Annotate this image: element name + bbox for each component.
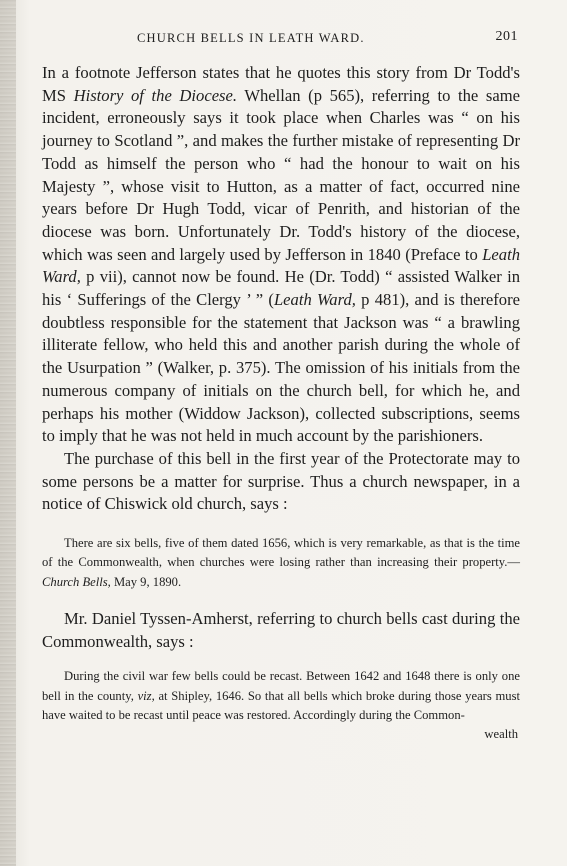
italic-title: Leath Ward,	[42, 244, 520, 287]
italic-citation: Church Bells,	[42, 574, 111, 589]
text-run: Whellan (p 565), referring to the same incident, erroneously says it took place when Charles was “ on his journey to Scotland ”, and makes the further mistake of representing Dr Todd as himself the person who “ had the honour to wait on his Majesty ”, whose visit to Hutton, as a matter of fact, occurred nine years before Dr Hugh Todd, vicar of Penrith, and historian of the diocese was born. Unfortunately Dr. Todd's history of the diocese, which was seen and largely used by Jefferson in 1840 (Preface to	[42, 85, 520, 264]
italic-abbrev: viz,	[137, 688, 155, 703]
paragraph-tyssen-amherst: Mr. Daniel Tyssen-Amherst, referring to church bells cast during the Commonwealth, says :	[42, 608, 520, 651]
quotation-civil-war	[42, 667, 520, 725]
text-run: at Shipley, 1646. So that all bells which broke during those years must have waited to be recast until peace was restored. Accordingly during the Common-	[42, 688, 520, 722]
paragraph-footnote-discussion	[42, 62, 520, 448]
page-body	[42, 62, 520, 743]
italic-title: History of the Diocese.	[73, 85, 238, 105]
page-gutter	[0, 0, 16, 866]
text-run: During the civil war few bells could be recast. Between 1642 and 1648 there is only one bell in the county,	[42, 669, 520, 703]
text-run: p vii), cannot now be found. He (Dr. Todd) “ assisted Walker in his ‘ Sufferings of the Clergy ’ ” (	[42, 267, 520, 310]
page-number: 201	[495, 29, 518, 44]
text-run: In a footnote Jefferson states that he quotes this story from Dr Todd's MS	[42, 63, 520, 105]
text-run: p 481), and is therefore doubtless responsible for the statement that Jackson was “ a brawling illiterate fellow, who held this and another parish during the whole of the Usurpation ” (Walker, p. 375). The omission of his initials from the numerous company of initials on the church bell, for which he, and perhaps his mother (Widdow Jackson), collected subscriptions, seems to imply that he was not held in much account by the parishioners.	[42, 290, 520, 446]
catchword: wealth	[484, 727, 518, 742]
paragraph-bell-purchase: The purchase of this bell in the first year of the Protectorate may to some persons be a matter for surprise. Thus a church newspaper, in a notice of Chiswick old church, says :	[42, 448, 520, 514]
text-run: May 9, 1890.	[110, 574, 182, 589]
quotation-church-bells	[42, 534, 520, 592]
running-title: CHURCH BELLS IN LEATH WARD.	[137, 31, 365, 45]
text-run: There are six bells, five of them dated 1656, which is very remarkable, as that is the time of the Commonwealth, when churches were losing rather than increasing their property.—	[42, 536, 520, 570]
italic-title: Leath Ward,	[273, 290, 356, 310]
page-header	[42, 29, 520, 49]
